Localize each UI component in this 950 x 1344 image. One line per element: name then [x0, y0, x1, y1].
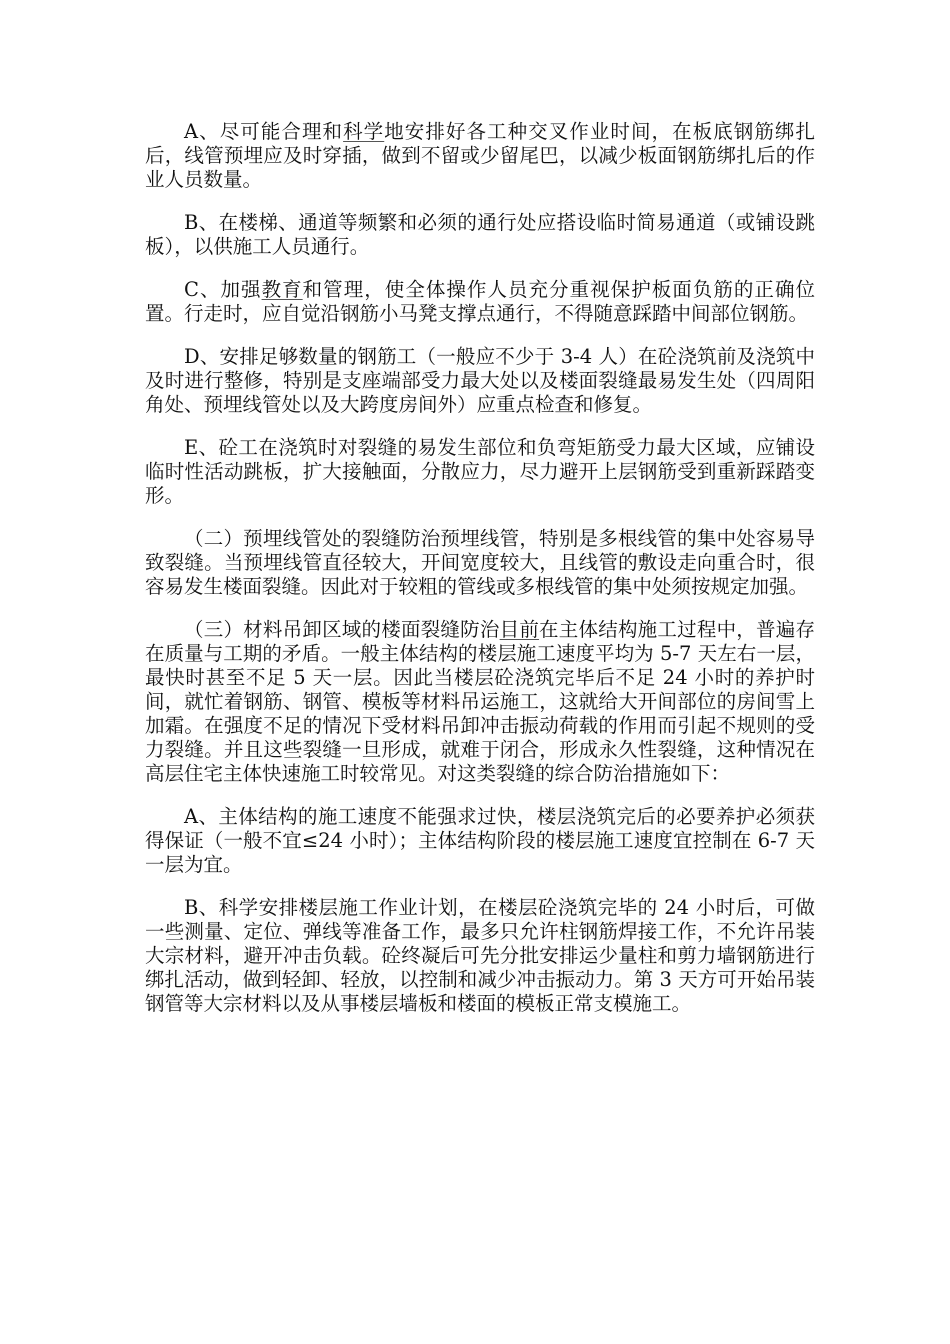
paragraph-text: （二）预埋线管处的裂缝防治预埋线管，特别是多根线管的集中处容易导致裂缝。当预埋线管直径较大，开间宽度较大，且线管的敷设走向重合时，很容易发生楼面裂缝。因此对于较粗的管线或多根线管的集中处须按规定加强。: [145, 527, 815, 598]
paragraph-section-3-material-hoisting: [145, 618, 815, 786]
hyperlink-jiaoyu[interactable]: 教育: [261, 278, 303, 301]
hyperlink-kexue[interactable]: 科学: [343, 120, 385, 143]
paragraph-text: A、尽可能合理和: [184, 120, 344, 143]
hyperlink-muqian[interactable]: 目前: [499, 618, 540, 641]
paragraph-b-walkway: [145, 211, 815, 259]
paragraph-text: 在主体结构施工过程中，普遍存在质量与工期的矛盾。一般主体结构的楼层施工速度平均为 5-7 天左右一层，最快时甚至不足 5 天一层。因此当楼层砼浇筑完毕后不足 24 小时的养护时间，就忙着钢筋、钢管、模板等材料吊运施工，这就给大开间部位的房间雪上加霜。在强度不足的情况下受材料吊卸冲击振动荷载的作用而引起不规则的受力裂缝。并且这些裂缝一旦形成，就难于闭合，形成永久性裂缝，这种情况在高层住宅主体快速施工时较常见。对这类裂缝的综合防治措施如下：: [145, 618, 815, 785]
paragraph-b-work-schedule: [145, 896, 815, 1016]
paragraph-text: 地安排好各工种交叉作业时间，在板底钢筋绑扎后，线管预埋应及时穿插，做到不留或少留尾巴，以减少板面钢筋绑扎后的作业人员数量。: [145, 120, 815, 191]
paragraph-e-concrete-workers: [145, 436, 815, 508]
paragraph-a-coordination: [145, 120, 815, 192]
paragraph-text: A、主体结构的施工速度不能强求过快，楼层浇筑完后的必要养护必须获得保证（一般不宜≤24 小时）；主体结构阶段的楼层施工速度宜控制在 6-7 天一层为宜。: [145, 805, 815, 876]
paragraph-text: （三）材料吊卸区域的楼面裂缝防治: [184, 618, 500, 641]
document-body: [145, 120, 815, 1035]
paragraph-c-education: [145, 278, 815, 326]
paragraph-a-construction-speed: [145, 805, 815, 877]
paragraph-section-2-conduits: [145, 527, 815, 599]
paragraph-text: B、科学安排楼层施工作业计划，在楼层砼浇筑完毕的 24 小时后，可做一些测量、定位、弹线等准备工作，最多只允许柱钢筋焊接工作，不允许吊装大宗材料，避开冲击负载。砼终凝后可先分批安排运少量柱和剪力墙钢筋进行绑扎活动，做到轻卸、轻放，以控制和减少冲击振动力。第 3 天方可开始吊装钢管等大宗材料以及从事楼层墙板和楼面的模板正常支模施工。: [145, 896, 815, 1015]
paragraph-d-rebar-workers: [145, 345, 815, 417]
paragraph-text: D、安排足够数量的钢筋工（一般应不少于 3-4 人）在砼浇筑前及浇筑中及时进行整修，特别是支座端部受力最大处以及楼面裂缝最易发生处（四周阳角处、预埋线管处以及大跨度房间外）应重点检查和修复。: [145, 345, 815, 416]
paragraph-text: B、在楼梯、通道等频繁和必须的通行处应搭设临时简易通道（或铺设跳板），以供施工人员通行。: [145, 211, 815, 258]
paragraph-text: 和管理，使全体操作人员充分重视保护板面负筋的正确位置。行走时，应自觉沿钢筋小马凳支撑点通行，不得随意踩踏中间部位钢筋。: [145, 278, 815, 325]
paragraph-text: C、加强: [184, 278, 262, 301]
paragraph-text: E、砼工在浇筑时对裂缝的易发生部位和负弯矩筋受力最大区域，应铺设临时性活动跳板，扩大接触面，分散应力，尽力避开上层钢筋受到重新踩踏变形。: [145, 436, 815, 507]
